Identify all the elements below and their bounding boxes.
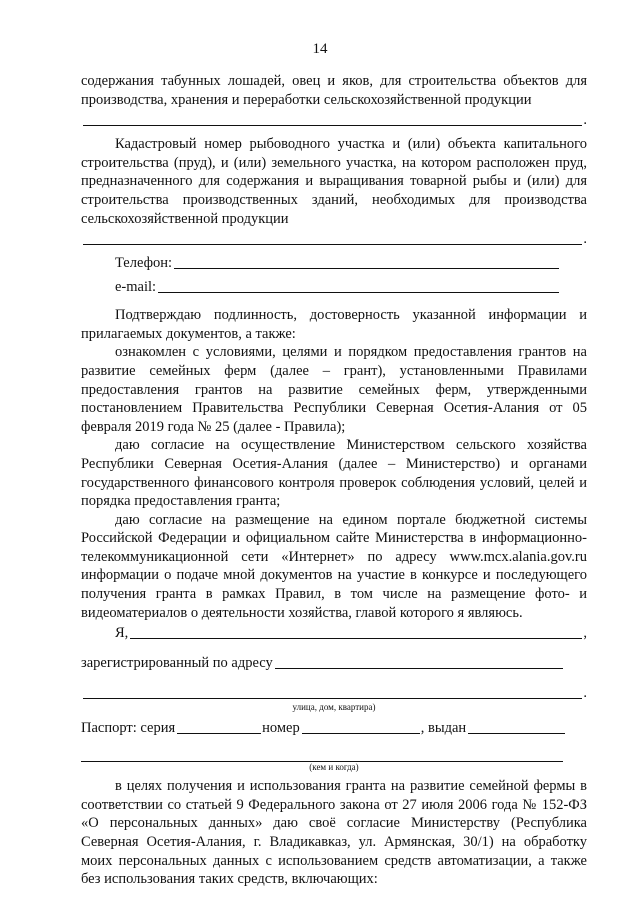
registered-label: зарегистрированный по адресу	[81, 654, 273, 671]
passport-row	[81, 717, 587, 737]
blank-line-2: .	[81, 228, 587, 248]
document-body	[81, 72, 587, 889]
registered-address-field[interactable]	[275, 654, 563, 669]
paragraph-personal-data-consent: в целях получения и использования гранта на развитие семейной фермы в соответствии со статьей 9 Федерального закона от 27 июля 2006 года № 152-ФЗ «О персональных данных» даю своё согласие Министерству (Республика Северная Осетия-Алания, г. Владикавказ, ул. Армянская, 30/1) на обработку моих персональных данных с использованием средств автоматизации, а также без использования таких средств, включающих:	[81, 778, 587, 888]
paragraph-acquainted: ознакомлен с условиями, целями и порядком предоставления грантов на развитие семейных ферм (далее – грант), установленными Правилами предоставления грантов на развитие семейных ферм, утвержденными постановлением Правительства Республики Северная Осетия-Алания от 05 февраля 2019 года № 25 (далее - Правила);	[81, 344, 587, 435]
phone-field[interactable]	[174, 254, 559, 269]
number-label: номер	[262, 719, 300, 736]
blank-line-1: .	[81, 109, 587, 129]
phone-row	[81, 252, 587, 272]
address-row: .	[81, 682, 587, 702]
passport-number-field[interactable]	[302, 719, 420, 734]
cadastral-fill-line[interactable]	[83, 230, 582, 245]
address-caption: улица, дом, квартира)	[292, 702, 376, 713]
ya-label: Я,	[115, 624, 129, 641]
paragraph-cadastral-number: Кадастровый номер рыбоводного участка и (или) объекта капитального строительства (пруд), и (или) земельного участка, на котором расположен пруд, предназначенного для содержания и выращивания товарной рыбы и (или) для строительства производственных зданий, необходимых для производства сельскохозяйственной продукции	[81, 136, 587, 227]
passport-issued-field[interactable]	[468, 719, 565, 734]
phone-label: Телефон:	[115, 254, 173, 271]
paragraph-livestock-purposes: содержания табунных лошадей, овец и яков, для строительства объектов для производства, хранения и переработки сельскохозяйственной продукции	[81, 73, 587, 108]
registered-row	[81, 652, 587, 672]
passport-series-field[interactable]	[177, 719, 261, 734]
issued-caption: (кем и когда)	[309, 762, 359, 773]
email-row	[81, 276, 587, 296]
fill-line[interactable]	[83, 111, 582, 126]
address-field[interactable]	[83, 684, 582, 699]
issued-by-field[interactable]	[81, 747, 563, 762]
name-row: Я, ,	[115, 624, 587, 641]
issued-label: , выдан	[420, 719, 467, 736]
page-number: 14	[312, 41, 328, 57]
paragraph-consent-inspection: даю согласие на осуществление Министерством сельского хозяйства Республики Северная Осетия-Алания (далее – Министерство) и органами государственного финансового контроля проверок соблюдения условий, целей и порядка предоставления гранта;	[81, 437, 587, 510]
passport-label: Паспорт: серия	[81, 719, 176, 736]
email-label: e-mail:	[115, 278, 157, 295]
full-name-field[interactable]	[130, 624, 582, 639]
paragraph-consent-publication: даю согласие на размещение на едином портале бюджетной системы Российской Федерации и официальном сайте Министерства в информационно-телекоммуникационной сети «Интернет» по адресу www.mcx.alania.gov.ru информации о подаче мной документов на участие в конкурсе и последующего получения гранта в рамках Правил, в том числе на размещение фото- и видеоматериалов о деятельности хозяйства, главой которого я являюсь.	[81, 511, 587, 621]
email-field[interactable]	[158, 278, 559, 293]
paragraph-confirmation: Подтверждаю подлинность, достоверность указанной информации и прилагаемых документов, а также:	[81, 307, 587, 342]
